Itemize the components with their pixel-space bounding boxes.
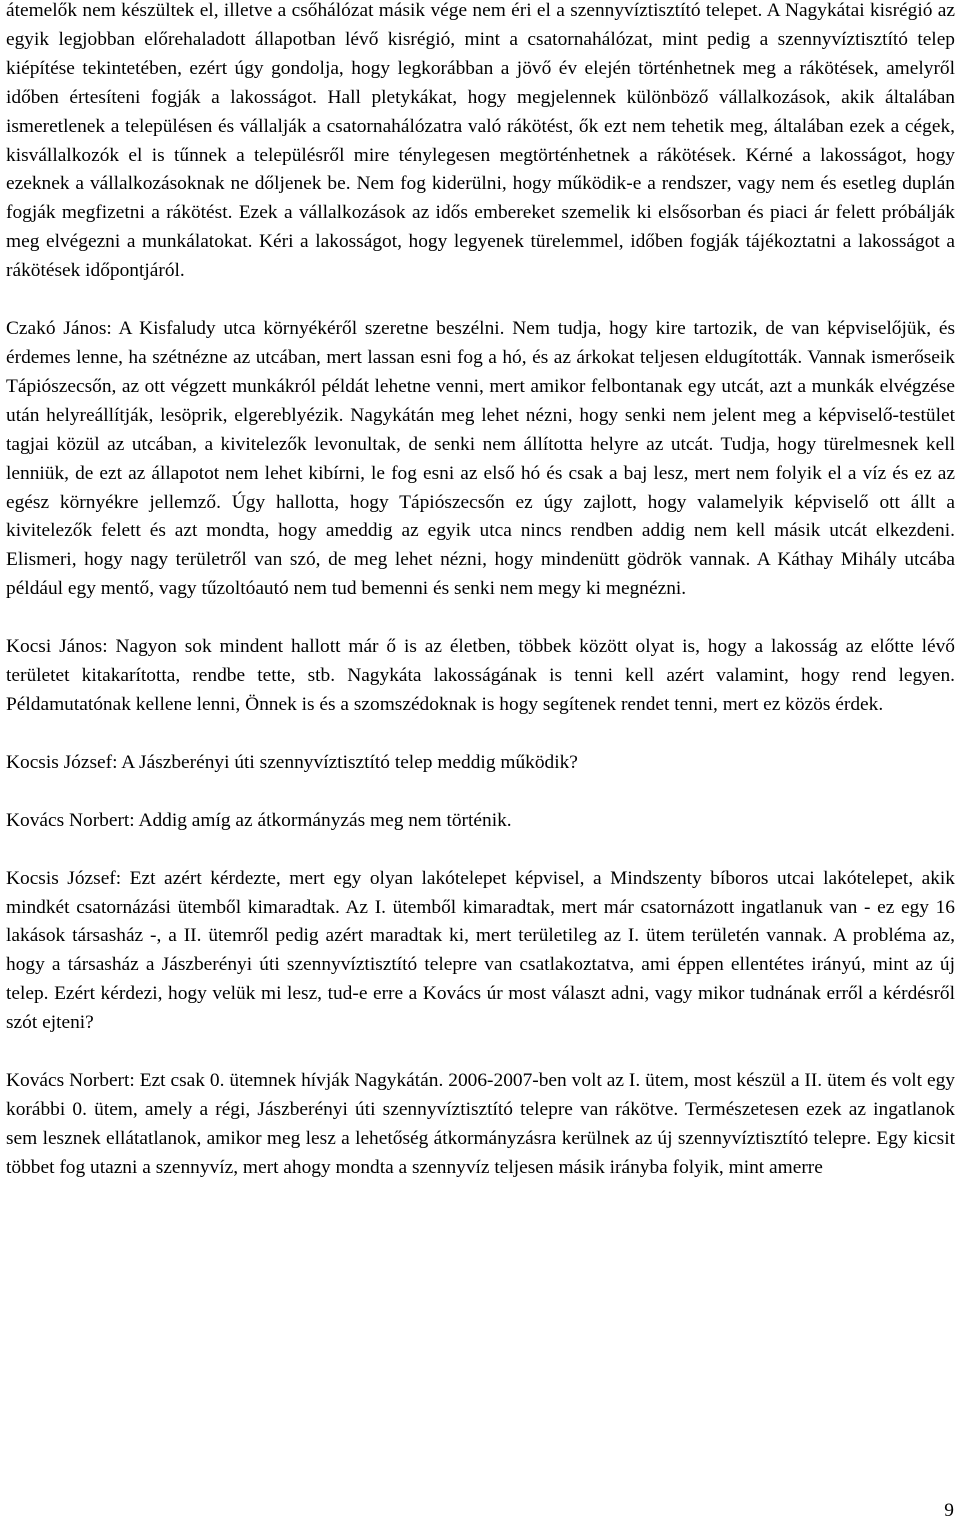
paragraph-4: Kocsis József: A Jászberényi úti szennyvíztisztító telep meddig működik?	[6, 751, 578, 773]
paragraph-1: átemelők nem készültek el, illetve a csőhálózat másik vége nem éri el a szennyvíztisztító telepet. A Nagykátai kisrégió az egyik legjobban előrehaladott állapotban lévő kisrégió, mint a csatornahálózat, mint pedig a szennyvíztisztító telep kiépítése tekintetében, ezért úgy gondolja, hogy legkorábban a jövő év elején történhetnek meg a rákötések, amelyről időben értesíteni fogják a lakosságot. Hall pletykákat, hogy megjelennek különböző vállalkozások, akik általában ismeretlenek a településen és vállalják a csatornahálózatra való rákötést, ők ezt nem tehetik meg, általában ezek a cégek, kisvállalkozók el is tűnnek a településről mire ténylegesen megtörténhetnek a rákötések. Kérné a lakosságot, hogy ezeknek a vállalkozásoknak ne dőljenek be. Nem fog kiderülni, hogy működik-e a rendszer, vagy nem és esetleg duplán fogják megfizetni a rákötést. Ezek a vállalkozások az idős embereket szemelik ki elsősorban és piaci ár felett próbálják meg elvégezni a munkálatokat. Kéri a lakosságot, hogy legyenek türelemmel, időben fogják tájékoztatni a lakosságot a rákötések időpontjáról.	[6, 0, 955, 282]
page-number: 9	[944, 1500, 954, 1521]
paragraph-7: Kovács Norbert: Ezt csak 0. ütemnek hívják Nagykátán. 2006-2007-ben volt az I. ütem, most készül a II. ütem és volt egy korábbi 0. ütem, amely a régi, Jászberényi úti szennyvíztisztító telepre van rákötve. Természetesen ezek az ingatlanok sem lesznek ellátatlanok, amikor meg lesz a lehetőség átkormányzásra kerülnek az új szennyvíztisztító telepre. Egy kicsit többet fog utazni a szennyvíz, mert ahogy mondta a szennyvíz teljesen másik irányba folyik, mint amerre	[6, 1070, 955, 1178]
document-page	[6, 0, 955, 1183]
paragraph-5: Kovács Norbert: Addig amíg az átkormányzás meg nem történik.	[6, 809, 512, 831]
paragraph-3: Kocsi János: Nagyon sok mindent hallott már ő is az életben, többek között olyat is, hogy a lakosság az előtte lévő területet kitakarította, rendbe tette, stb. Nagykáta lakosságának is tenni kell azért valamint, hogy rend legyen. Példamutatónak kellene lenni, Önnek is és a szomszédoknak is hogy segítenek rendet tenni, mert ez közös érdek.	[6, 636, 955, 715]
paragraph-6: Kocsis József: Ezt azért kérdezte, mert egy olyan lakótelepet képvisel, a Mindszenty bíboros utcai lakótelepet, akik mindkét csatornázási ütemből kimaradtak. Az I. ütemből kimaradtak, mert már csatornázott ingatlanuk van - ez egy 16 lakások társasház -, a II. ütemről pedig azért maradtak ki, mert területileg az I. ütem területén vannak. A probléma az, hogy a társasház a Jászberényi úti szennyvíztisztító telepre van csatlakoztatva, ami éppen ellentétes irányú, mint az új telep. Ezért kérdezi, hogy velük mi lesz, tud-e erre a Kovács úr most választ adni, vagy mikor tudnának erről a kérdésről szót ejteni?	[6, 867, 955, 1034]
paragraph-2: Czakó János: A Kisfaludy utca környékéről szeretne beszélni. Nem tudja, hogy kire tartozik, de van képviselőjük, és érdemes lenne, ha szétnézne az utcában, mert lassan esni fog a hó, és az árkokat teljesen eldugították. Vannak ismerőseik Tápiószecsőn, az ott végzett munkákról példát lehetne venni, mert amikor felbontanak egy utcát, azt a munkák elvégzése után helyreállítják, lesöprik, elgereblyézik. Nagykátán meg lehet nézni, hogy senki nem jelent meg a képviselő-testület tagjai közül az utcában, a kivitelezők levonultak, de senki nem állította helyre az utcát. Tudja, hogy türelmesnek kell lenniük, de ezt az állapotot nem lehet kibírni, le fog esni az első hó és csak a baj lesz, mert nem folyik el a víz és ez az egész környékre jellemző. Úgy hallotta, hogy Tápiószecsőn ez úgy zajlott, hogy valamelyik képviselő ott állt a kivitelezők felett és azt mondta, hogy ameddig az egyik utca nincs rendben addig nem kell másik utcát elkezdeni. Elismeri, hogy nagy területről van szó, de meg lehet nézni, hogy mindenütt gödrök vannak. A Káthay Mihály utcába például egy mentő, vagy tűzoltóautó nem tud bemenni és senki nem megy ki megnézni.	[6, 318, 955, 600]
